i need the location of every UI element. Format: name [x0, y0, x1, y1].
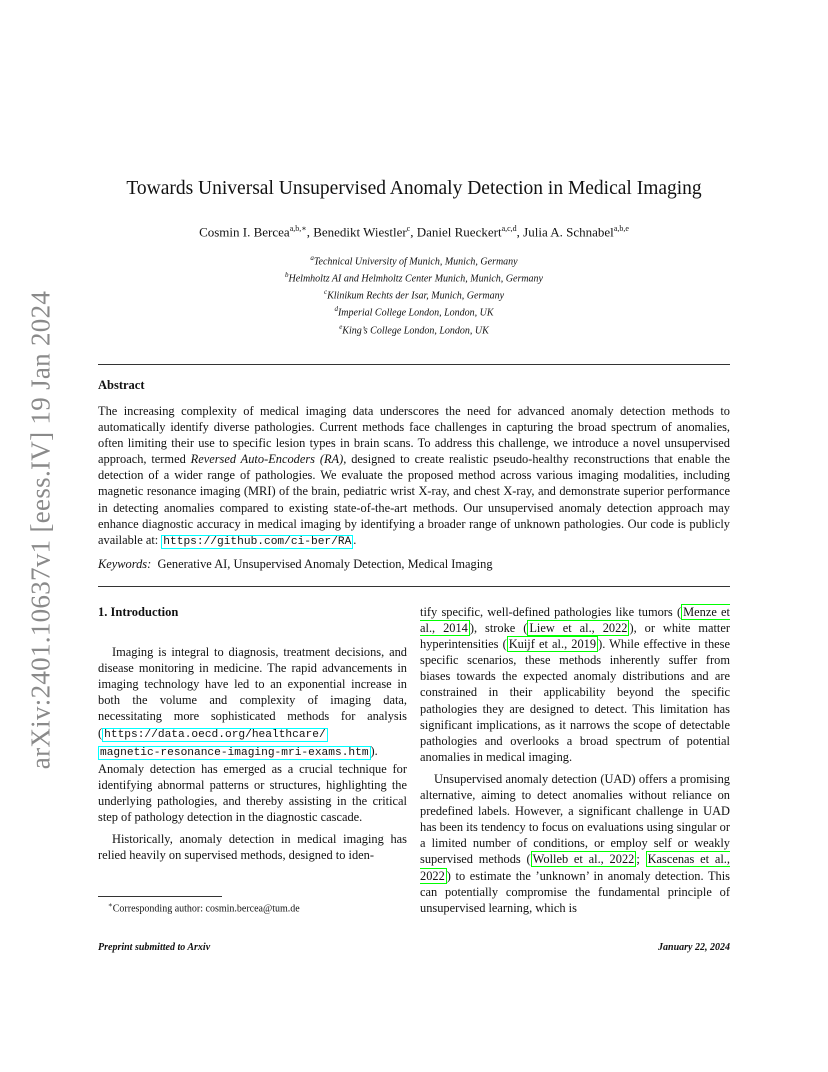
intro-paragraph-2: Historically, anomaly detection in medical imaging has relied heavily on supervised methods, designed to iden- [98, 832, 407, 863]
author-name: Julia A. Schnabel [523, 224, 614, 240]
right-column [420, 604, 730, 916]
affiliation: $^a$Technical University of Munich, Munich, Germany [310, 254, 518, 268]
citation-link[interactable]: Wolleb et al., 2022 [532, 852, 635, 867]
citation-link[interactable]: Liew et al., 2022 [529, 621, 628, 636]
abstract-body: The increasing complexity of medical imaging data underscores the need for advanced anomaly detection methods to automatically identify diverse pathologies. Current methods face challenges in capturing the broad spectrum of anomalies, often limiting their use to specific lesion types in brain scans. To address this challenge, we introduce a novel unsupervised approach, termed Reversed Auto-Encoders (RA), designed to create realistic pseudo-healthy reconstructions that enable the detection of a wider range of pathologies. We evaluate the proposed method across various imaging modalities, including magnetic resonance imaging (MRI) of the brain, pediatric wrist X-ray, and chest X-ray, and demonstrate superior performance in detecting anomalies compared to existing state-of-the-art methods. Our unsupervised anomaly detection approach may enhance diagnostic accuracy in medical imaging by identifying a broader range of unknown pathologies. Our code is publicly available at: https://github.com/ci-ber/RA . [98, 404, 730, 548]
intro-paragraph-2-cont: tify specific, well-defined pathologies like tumors ( Menze et al., 2014 ), stroke ( Liew et al., 2022 ), or white matter hyperintensities ( Kuijf et al., 2019 ). While effective in these specific scenarios, these methods inherently suffer from biases towards the expected anomaly distributions and are constrained in their applicability beyond the specific pathologies they are designed to detect. This limitation has significant implications, as it narrows the scope of detectable pathologies and overlooks a broad spectrum of potential anomalies in medical imaging. [420, 605, 730, 764]
author-affil-mark: c [406, 224, 411, 233]
paper-title: Towards Universal Unsupervised Anomaly Detection in Medical Imaging [126, 178, 702, 199]
keywords-text: Generative AI, Unsupervised Anomaly Detection, Medical Imaging [157, 557, 493, 571]
affiliation: $^b$Helmholtz AI and Helmholtz Center Munich, Munich, Germany [285, 271, 543, 285]
section-heading: 1. Introduction [98, 605, 179, 619]
abstract-top-rule [98, 364, 730, 365]
code-link[interactable]: https://github.com/ci-ber/RA [163, 535, 352, 548]
citation-link[interactable]: Menze et al., 2014 [420, 605, 730, 636]
affiliation: $^d$Imperial College London, London, UK [334, 305, 494, 319]
footer-date: January 22, 2024 [658, 942, 730, 953]
author-name: Cosmin I. Bercea [199, 224, 290, 240]
author-name: Benedikt Wiestler [313, 224, 407, 240]
method-name: Reversed Auto-Encoders (RA) [190, 452, 344, 467]
citation-link[interactable]: Kuijf et al., 2019 [508, 637, 597, 652]
keywords-label: Keywords: [98, 557, 152, 571]
citation-link[interactable]: Kascenas et al., 2022 [420, 852, 730, 883]
arxiv-id[interactable]: arXiv:2401.10637v1 [eess.IV] 19 Jan 2024 [25, 290, 56, 770]
affiliation: $^e$King’s College London, London, UK [339, 322, 489, 336]
author-list: Cosmin I. Bercea$^{a,b,∗}$, Benedikt Wiestler$^c$, Daniel Rueckert$^{a,c,d}$, Julia A. Schnabel$^{a,b,e}$ [199, 224, 629, 240]
author-name: Daniel Rueckert [416, 224, 502, 240]
affiliation: $^c$Klinikum Rechts der Isar, Munich, Germany [323, 288, 505, 302]
footnote-rule [98, 896, 222, 897]
arxiv-watermark [20, 290, 62, 770]
author-affil-mark: a,b,∗ [289, 224, 307, 233]
oecd-link[interactable]: magnetic-resonance-imaging-mri-exams.htm [100, 746, 369, 759]
keywords [98, 557, 730, 572]
abstract-heading: Abstract [98, 378, 145, 392]
author-affil-mark: a,b,e [613, 224, 629, 233]
intro-paragraph-1: Imaging is integral to diagnosis, treatment decisions, and disease monitoring in medicine. The rapid advancements in imaging technology have led to an exponential increase in both the volume and complexity of imaging data, necessitating more sophisticated methods for analysis ( https://data.oecd.org/healthcare/ magnetic-resonance-imaging-mri-exams.htm ). Anomaly detection has emerged as a crucial technique for identifying abnormal patterns or structures, highlighting the underlying pathologies, and thereby assisting in the critical step of pathology detection in the diagnostic cascade. [98, 645, 407, 825]
footnote: ∗Corresponding author: cosmin.bercea@tum.de [108, 901, 300, 915]
abstract-bottom-rule [98, 586, 730, 587]
oecd-link[interactable]: https://data.oecd.org/healthcare/ [104, 728, 326, 741]
author-affil-mark: a,c,d [501, 224, 517, 233]
intro-paragraph-3: Unsupervised anomaly detection (UAD) offers a promising alternative, aiming to detect anomalies without reliance on predefined labels. However, a significant challenge in UAD has been its tendency to focus on evaluations using singular or a limited number of conditions, or employ self or weakly supervised methods ( Wolleb et al., 2022 ; Kascenas et al., 2022 ) to estimate the ’unknown’ in anomaly detection. This can potentially compromise the fundamental principle of unsupervised learning, which is [420, 771, 730, 915]
affiliation-list [98, 252, 730, 338]
left-column [98, 604, 407, 863]
footer-left: Preprint submitted to Arxiv [98, 942, 211, 953]
